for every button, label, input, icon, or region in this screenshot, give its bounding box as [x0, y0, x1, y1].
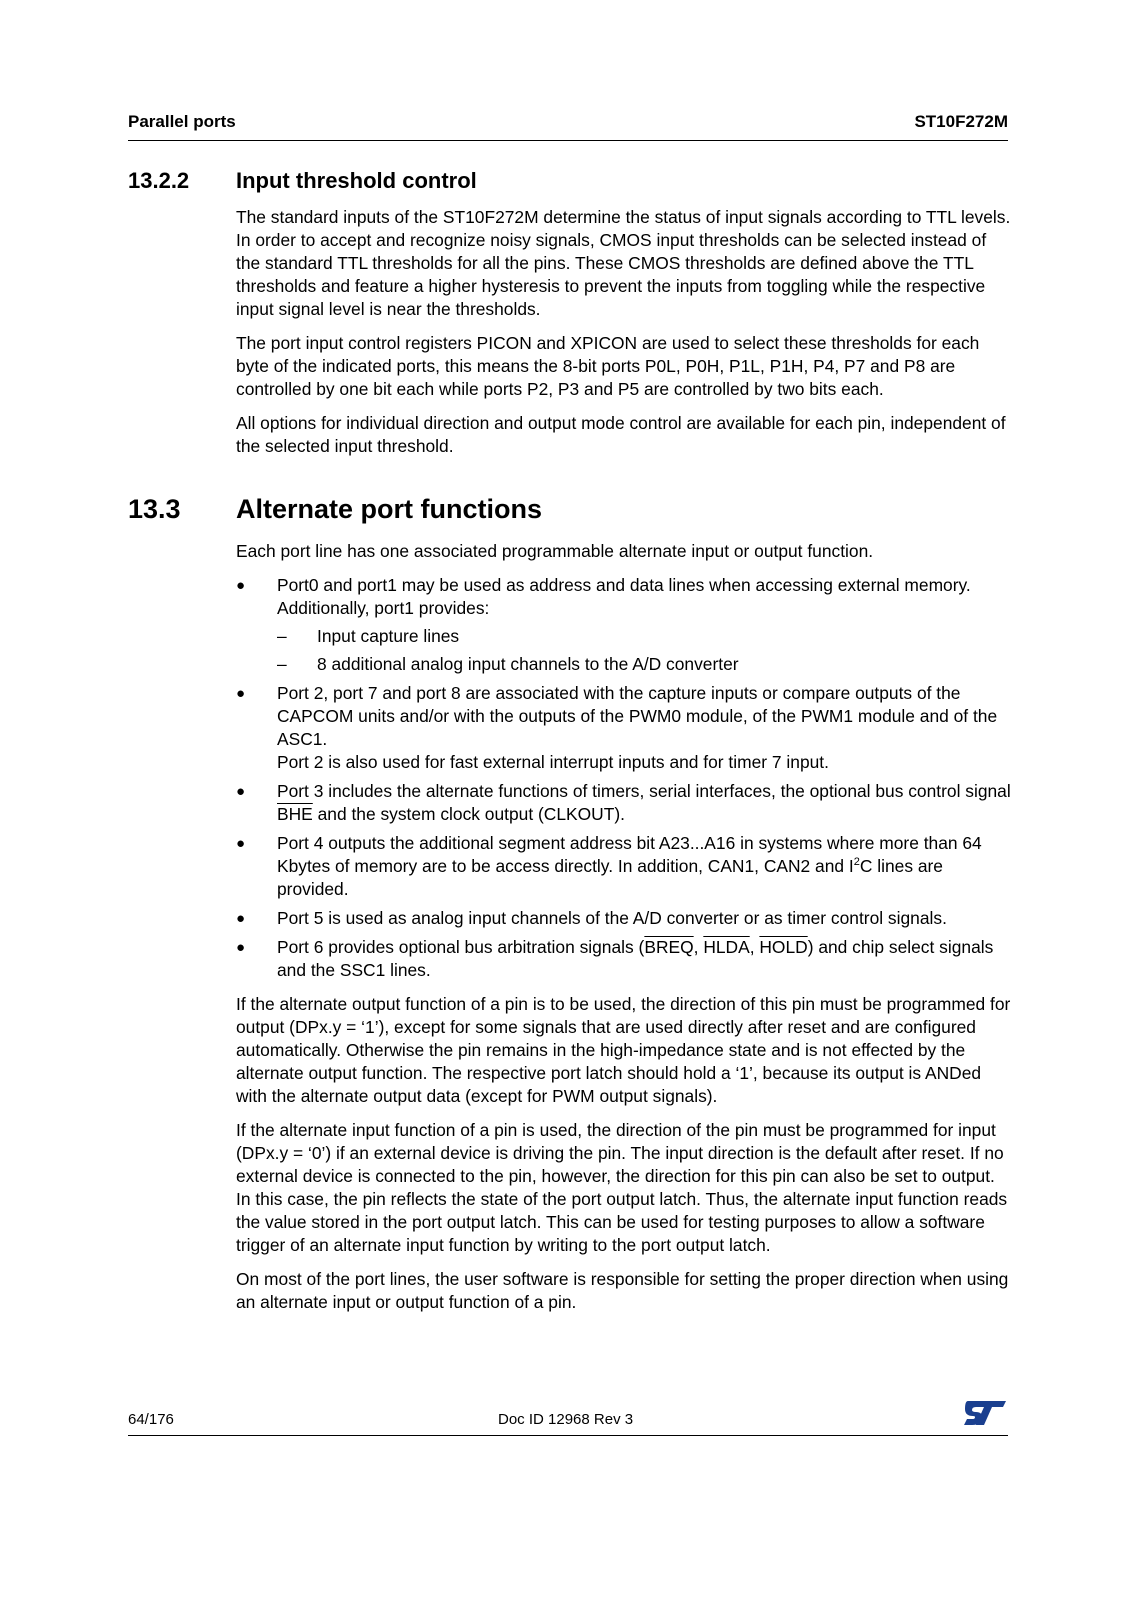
- paragraph: If the alternate input function of a pin is used, the direction of the pin must be programmed for input (DPx.y = ‘0’) if an external device is driving the pin. The input direction is the default after reset. If no external device is connected to the pin, however, the direction for this pin can also be set to output. In this case, the pin reflects the state of the port output latch. Thus, the alternate input function reads the value stored in the port output latch. This can be used for testing purposes to allow a software trigger of an alternate input function by writing to the port output latch.: [236, 1120, 1008, 1255]
- paragraph: The port input control registers PICON and XPICON are used to select these thresholds for each byte of the indicated ports, this means the 8-bit ports P0L, P0H, P1L, P1H, P4, P7 and P8 are controlled by one bit each while ports P2, P3 and P5 are controlled by two bits each.: [236, 333, 980, 399]
- section-title: Input threshold control: [236, 168, 477, 193]
- list-item-text: Port 6 provides optional bus arbitration signals (: [277, 937, 645, 957]
- page-number: 64/176: [128, 1411, 174, 1428]
- signal-name: $\overline{BHE}$: [277, 804, 313, 824]
- page-header: [128, 110, 1008, 141]
- bullet-icon: ●: [236, 910, 246, 927]
- list-item-text: C lines are provided.: [277, 856, 943, 899]
- section-13-3-body: [236, 540, 1011, 1325]
- bullet-icon: ●: [236, 685, 246, 702]
- section-13-2-2-body: [236, 206, 1011, 469]
- list-item: [236, 780, 1011, 826]
- header-product-name: ST10F272M: [914, 112, 1008, 131]
- sub-list-item-text: 8 additional analog input channels to the A/D converter: [317, 654, 739, 674]
- list-item: [236, 574, 1011, 676]
- list-item-extra-text: Port 2 is also used for fast external interrupt inputs and for timer 7 input.: [277, 752, 829, 772]
- section-number: 13.3: [128, 494, 181, 524]
- separator: ,: [749, 937, 760, 957]
- bullet-icon: ●: [236, 939, 246, 956]
- section-number: 13.2.2: [128, 168, 190, 193]
- dash-icon: –: [277, 626, 287, 646]
- paragraph: Each port line has one associated programmable alternate input or output function.: [236, 541, 874, 561]
- page-footer: [128, 1397, 1008, 1436]
- signal-name: HOLD: [759, 937, 808, 957]
- paragraph: If the alternate output function of a pin is to be used, the direction of this pin must be programmed for output (DPx.y = ‘1’), except for some signals that are used directly after reset and are configured automatically. Otherwise the pin remains in the high-impedance state and is not effected by the alternate output function. The respective port latch should hold a ‘1’, because its output is ANDed with the alternate output data (except for PWM output signals).: [236, 994, 1011, 1106]
- bullet-icon: ●: [236, 835, 246, 852]
- separator: ,: [693, 937, 704, 957]
- list-item-text: and the system clock output (CLKOUT).: [312, 804, 625, 824]
- dash-icon: –: [277, 654, 287, 674]
- bullet-icon: ●: [236, 783, 246, 800]
- list-item-text: Port 4 outputs the additional segment address bit A23...A16 in systems where more than 64 Kbytes of memory are to be access directly. In addition, CAN1, CAN2 and I: [277, 833, 982, 876]
- list-item: [236, 682, 1011, 774]
- paragraph: All options for individual direction and output mode control are available for each pin, independent of the selected input threshold.: [236, 413, 1006, 456]
- signal-name: BREQ: [644, 937, 694, 957]
- bullet-icon: ●: [236, 577, 246, 594]
- list-item: [236, 907, 1011, 930]
- list-item-text: Port0 and port1 may be used as address and data lines when accessing external memory. Additionally, port1 provides:: [277, 575, 971, 618]
- list-item-text: ) and chip select signals and the SSC1 lines.: [277, 937, 994, 980]
- signal-name: HLDA: [703, 937, 750, 957]
- header-section-title: Parallel ports: [128, 112, 236, 131]
- paragraph: On most of the port lines, the user software is responsible for setting the proper direction when using an alternate input or output function of a pin.: [236, 1269, 1009, 1312]
- sub-list-item-text: Input capture lines: [317, 626, 460, 646]
- list-item: [236, 832, 1011, 901]
- list-item-text: Port 2, port 7 and port 8 are associated with the capture inputs or compare outputs of the CAPCOM units and/or with the outputs of the PWM0 module, of the PWM1 module and of the ASC1.: [277, 683, 998, 749]
- list-item: [236, 936, 1011, 982]
- sub-list-item: [277, 625, 1011, 648]
- section-title: Alternate port functions: [236, 494, 543, 524]
- list-item-text: Port 3 includes the alternate functions of timers, serial interfaces, the optional bus control signal: [277, 781, 1011, 801]
- sub-list-item: [277, 653, 1011, 676]
- paragraph: The standard inputs of the ST10F272M determine the status of input signals according to TTL levels. In order to accept and recognize noisy signals, CMOS input thresholds can be selected instead of the standard TTL thresholds for all the pins. These CMOS thresholds are defined above the TTL thresholds and feature a higher hysteresis to prevent the inputs from toggling while the respective input signal level is near the thresholds.: [236, 207, 1011, 319]
- sub-list: [277, 625, 1011, 676]
- list-item-text: Port 5 is used as analog input channels of the A/D converter or as timer control signals.: [277, 908, 947, 928]
- port-function-list: [236, 574, 1011, 982]
- st-logo-icon: [962, 1397, 1008, 1429]
- doc-id: Doc ID 12968 Rev 3: [498, 1411, 634, 1428]
- superscript: 2: [853, 856, 860, 869]
